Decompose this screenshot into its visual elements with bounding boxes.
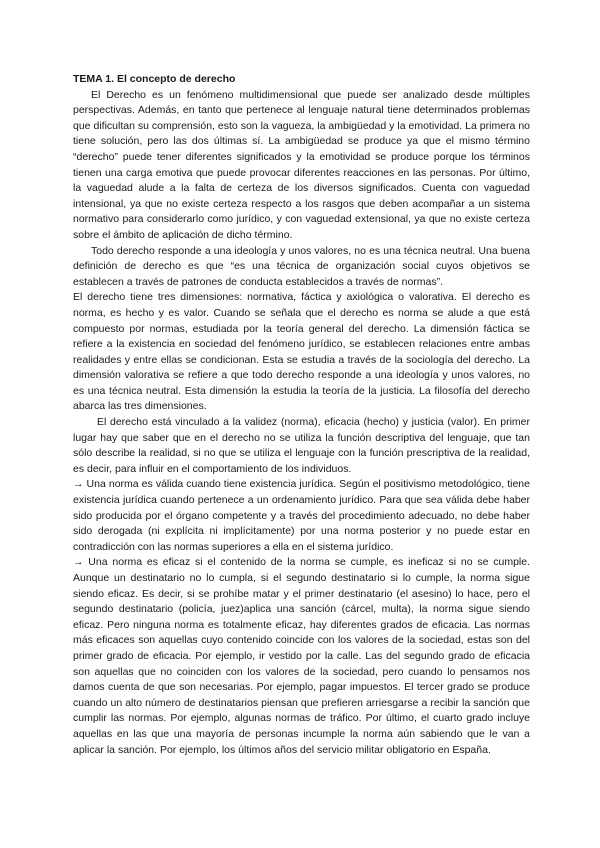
paragraph-intro: El Derecho es un fenómeno multidimensional que puede ser analizado desde múltiples perspectivas. Además, en tanto que pertenece al lenguaje natural tiene determinados problemas que dificultan su comprensión, esto son la vagueza, la ambigüedad y la emotividad. La primera no tiene solución, pero las dos últimas sí. La ambigüedad se produce ya que el mismo término “derecho” puede tener diferentes significados y la emotividad se produce porque los términos tienen una carga emotiva que puede provocar diferentes reacciones en las personas. Por último, la vaguedad alude a la falta de certeza de los diversos significados. Cuenta con vaguedad intensional, ya que no existe certeza respecto a los rasgos que deben acompañar a un sistema normativo para considerarlo como jurídico, y con vaguedad extensional, ya que no existe certeza sobre el ámbito de aplicación de dicho término. <box>73 88 530 241</box>
paragraph-norma-eficaz: → Una norma es eficaz si el contenido de la norma se cumple, es ineficaz si no se cumple. Aunque un destinatario no lo cumpla, si el segundo destinatario si lo cumple, la norma sigue siendo eficaz. Es decir, si se prohíbe matar y el primer destinatario (el asesino) lo hace, pero el segundo destinatario (policía, juez)aplica una sanción (cárcel, multa), la norma sigue siendo eficaz. Pero ninguna norma es totalmente eficaz, hay diferentes grados de eficacia. Las normas más eficaces son aquellas cuyo contenido coincide con los valores de la sociedad, estas son del primer grado de eficacia. Por ejemplo, ir vestido por la calle. Las del segundo grado de eficacia son aquellas que no coinciden con los valores de la sociedad, pero cuando lo pensamos nos damos cuenta de que son necesarias. Por ejemplo, pagar impuestos. El tercer grado se produce cuando un alto número de destinatarios piensan que prefieren arriesgarse a recibir la sanción que cumplir las normas. Por ejemplo, algunas normas de tráfico. Por último, el cuarto grado incluye aquellas en las que una mayoría de personas incumple la norma aún sabiendo que le van a aplicar la sanción. Por ejemplo, los últimos años del servicio militar obligatorio en España. <box>73 556 530 756</box>
document-body <box>73 72 530 758</box>
paragraph-validez-eficacia-justicia: El derecho está vinculado a la validez (norma), eficacia (hecho) y justicia (valor). En primer lugar hay que saber que en el derecho no se utiliza la función descriptiva del lenguaje, que tan sólo describe la realidad, si no que se utiliza el lenguaje con la función prescriptiva de la realidad, es decir, para influir en el comportamiento de los individuos. <box>73 416 530 475</box>
document-title: TEMA 1. El concepto de derecho <box>73 73 236 85</box>
paragraph-dimensiones: El derecho tiene tres dimensiones: normativa, fáctica y axiológica o valorativa. El derecho es norma, es hecho y es valor. Cuando se señala que el derecho es norma se alude a que está compuesto por normas, estudiada por la teoría general del derecho. La dimensión fáctica se refiere a la existencia en sociedad del fenómeno jurídico, se establecen relaciones entre ambas realidades y entre ellas se condicionan. Esta se estudia a través de la sociología del derecho. La dimensión valorativa se refiere a que todo derecho responde a una ideología y unos valores, no es una técnica neutral. Esta dimensión la estudia la teoría de la justicia. La filosofía del derecho abarca las tres dimensiones. <box>73 291 530 413</box>
paragraph-ideologia: Todo derecho responde a una ideología y unos valores, no es una técnica neutral. Una buena definición de derecho es que “es una técnica de organización social cuyos objetivos se establecen a través de patrones de conducta establecidos a través de normas”. <box>73 244 530 288</box>
paragraph-norma-valida: → Una norma es válida cuando tiene existencia jurídica. Según el positivismo metodológico, tiene existencia jurídica cuando pertenece a un ordenamiento jurídico. Para que sea válida debe haber sido producida por el órgano competente y a través del procedimiento adecuado, no debe haber sido derogada (ni explícita ni implícitamente) por una norma posterior y no puede estar en contradicción con las normas superiores a ella en el sistema jurídico. <box>73 478 530 553</box>
